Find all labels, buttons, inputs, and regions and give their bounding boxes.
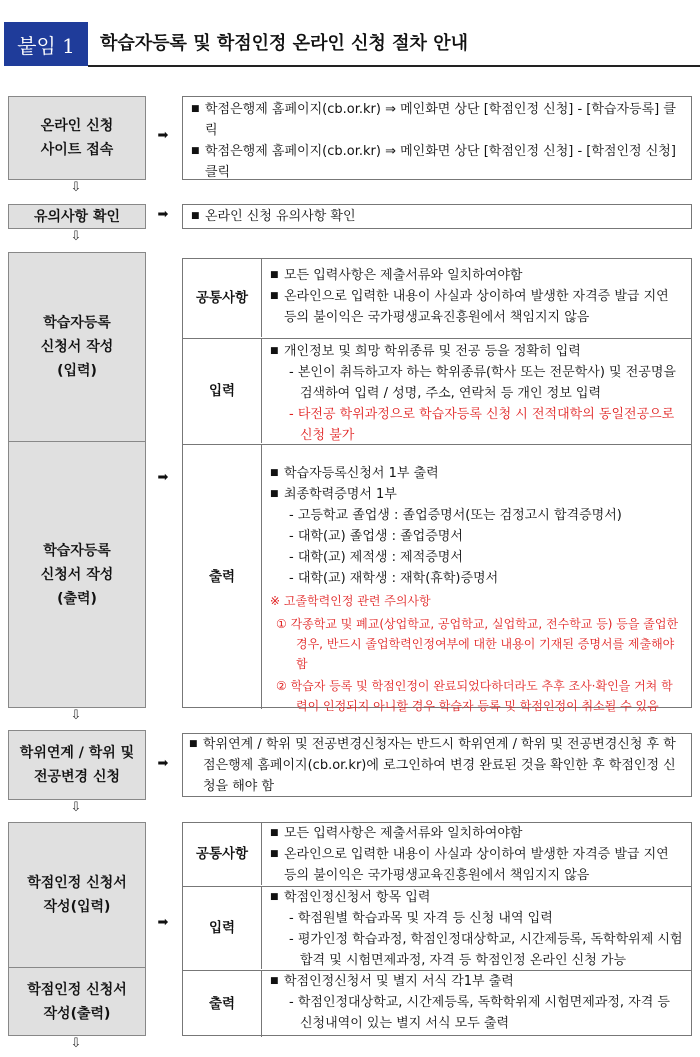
list-item: ■ 학점은행제 홈페이지(cb.or.kr) ⇒ 메인화면 상단 [학점인정 신청] - [학습자등록] 클릭 [191, 99, 683, 141]
step-learner-input-label: 학습자등록 신청서 작성 (입력) [8, 252, 146, 442]
warning-subitem: - 타전공 학위과정으로 학습자등록 신청 시 전적대학의 동일전공으로 신청 불가 [289, 407, 675, 443]
bullet-icon: ■ [270, 828, 279, 838]
right-arrow-icon: ➡ [157, 756, 169, 771]
list-item: ■ 온라인으로 입력한 내용이 사실과 상이하여 발생한 자격증 발급 지연 등의 불이익은 국가평생교육진흥원에서 책임지지 않음 [270, 844, 683, 886]
header-underline [88, 65, 700, 67]
list-item: ■ 모든 입력사항은 제출서류와 일치하여야함 [270, 265, 683, 286]
bullet-icon: ■ [191, 146, 200, 156]
right-arrow-icon: ➡ [157, 470, 169, 485]
step-notice-label: 유의사항 확인 [8, 204, 146, 229]
credit-recognition-table [182, 822, 692, 1036]
common-label: 공통사항 [183, 823, 262, 885]
list-subitem: - 고등학교 졸업생 : 졸업증명서(또는 검정고시 합격증명서) [289, 508, 622, 523]
bullet-icon: ■ [270, 346, 279, 356]
input-label: 입력 [183, 887, 262, 969]
down-arrow-icon: ⇩ [70, 180, 82, 195]
list-subitem: - 학점원별 학습과목 및 자격 등 신청 내역 입력 [289, 911, 553, 926]
step-credit-input-label: 학점인정 신청서 작성(입력) [8, 822, 146, 968]
output-label: 출력 [183, 445, 262, 709]
output-content [262, 445, 691, 713]
list-item: ■ 학점인정신청서 및 별지 서식 각1부 출력 [270, 971, 683, 992]
bullet-icon: ■ [189, 739, 198, 749]
bullet-icon: ■ [270, 270, 279, 280]
list-subitem: - 평가인정 학습과정, 학점인정대상학교, 시간제등록, 독학학위제 시험합격 및 시험면제과정, 자격 등 학점인정 온라인 신청 가능 [289, 932, 683, 968]
output-label: 출력 [183, 971, 262, 1037]
learner-registration-table [182, 258, 692, 713]
input-content [262, 887, 691, 969]
down-arrow-icon: ⇩ [70, 708, 82, 723]
bullet-icon: ■ [191, 104, 200, 114]
list-item: ■ 학점은행제 홈페이지(cb.or.kr) ⇒ 메인화면 상단 [학점인정 신청] - [학점인정 신청] 클릭 [191, 141, 683, 183]
list-item: ■ 온라인으로 입력한 내용이 사실과 상이하여 발생한 자격증 발급 지연 등의 불이익은 국가평생교육진흥원에서 책임지지 않음 [270, 286, 683, 328]
step-credit-output-label: 학점인정 신청서 작성(출력) [8, 968, 146, 1036]
down-arrow-icon: ⇩ [70, 229, 82, 244]
input-content [262, 339, 691, 443]
list-item: ■ 학습자등록신청서 1부 출력 [270, 463, 683, 484]
bullet-icon: ■ [270, 892, 279, 902]
list-subitem: - 대학(교) 졸업생 : 졸업증명서 [289, 529, 463, 544]
list-subitem: - 학점인정대상학교, 시간제등록, 독학학위제 시험면제과정, 자격 등 신청내역이 있는 별지 서식 모두 출력 [289, 995, 670, 1031]
list-item: ■ 모든 입력사항은 제출서류와 일치하여야함 [270, 823, 683, 844]
note-title: ※ 고졸학력인정 관련 주의사항 [270, 594, 431, 608]
step-notice-box [182, 204, 692, 229]
right-arrow-icon: ➡ [157, 915, 169, 930]
list-subitem: - 대학(교) 재학생 : 재학(휴학)증명서 [289, 571, 499, 586]
list-item: ■ 최종학력증명서 1부 [270, 484, 683, 505]
step-degree-change-label: 학위연계 / 학위 및 전공변경 신청 [8, 730, 146, 800]
bullet-icon: ■ [270, 489, 279, 499]
list-item: ■ 학점인정신청서 항목 입력 [270, 887, 683, 908]
list-item: ■ 개인정보 및 희망 학위종류 및 전공 등을 정확히 입력 [270, 341, 683, 362]
page-header [0, 22, 700, 66]
output-content [262, 971, 691, 1037]
step-degree-change-box [182, 733, 692, 797]
attachment-tag: 붙임 1 [4, 22, 88, 66]
down-arrow-icon: ⇩ [70, 800, 82, 815]
step-site-access-box [182, 96, 692, 180]
bullet-icon: ■ [270, 468, 279, 478]
note-item: ① 각종학교 및 폐교(상업학교, 공업학교, 실업학교, 전수학교 등) 등을 졸업한 경우, 반드시 졸업학력인정여부에 대한 내용이 기재된 증명서를 제출해야 함 [276, 617, 679, 671]
list-subitem: - 대학(교) 제적생 : 제적증명서 [289, 550, 463, 565]
down-arrow-icon: ⇩ [70, 1036, 82, 1051]
right-arrow-icon: ➡ [157, 128, 169, 143]
list-item: ■ 학위연계 / 학위 및 전공변경신청자는 반드시 학위연계 / 학위 및 전공변경신청 후 학점은행제 홈페이지(cb.or.kr)에 로그인하여 변경 완료된 것을 확인한 후 학점인정 신청을 해야 함 [189, 734, 685, 797]
input-label: 입력 [183, 339, 262, 443]
bullet-icon: ■ [270, 976, 279, 986]
bullet-icon: ■ [270, 291, 279, 301]
list-item: ■ 온라인 신청 유의사항 확인 [191, 206, 683, 227]
bullet-icon: ■ [270, 849, 279, 859]
common-content [262, 259, 691, 337]
common-label: 공통사항 [183, 259, 262, 337]
step-learner-output-label: 학습자등록 신청서 작성 (출력) [8, 442, 146, 708]
note-item: ② 학습자 등록 및 학점인정이 완료되었다하더라도 추후 조사·확인을 거쳐 학력이 인정되지 아니할 경우 학습자 등록 및 학점인정이 취소될 수 있음 [276, 679, 673, 713]
list-subitem: - 본인이 취득하고자 하는 학위종류(학사 또는 전문학사) 및 전공명을 검색하여 입력 / 성명, 주소, 연락처 등 개인 정보 입력 [289, 365, 676, 401]
bullet-icon: ■ [191, 211, 200, 221]
common-content [262, 823, 691, 885]
step-site-access-label: 온라인 신청 사이트 접속 [8, 96, 146, 180]
right-arrow-icon: ➡ [157, 207, 169, 222]
page-title: 학습자등록 및 학점인정 온라인 신청 절차 안내 [100, 33, 468, 54]
